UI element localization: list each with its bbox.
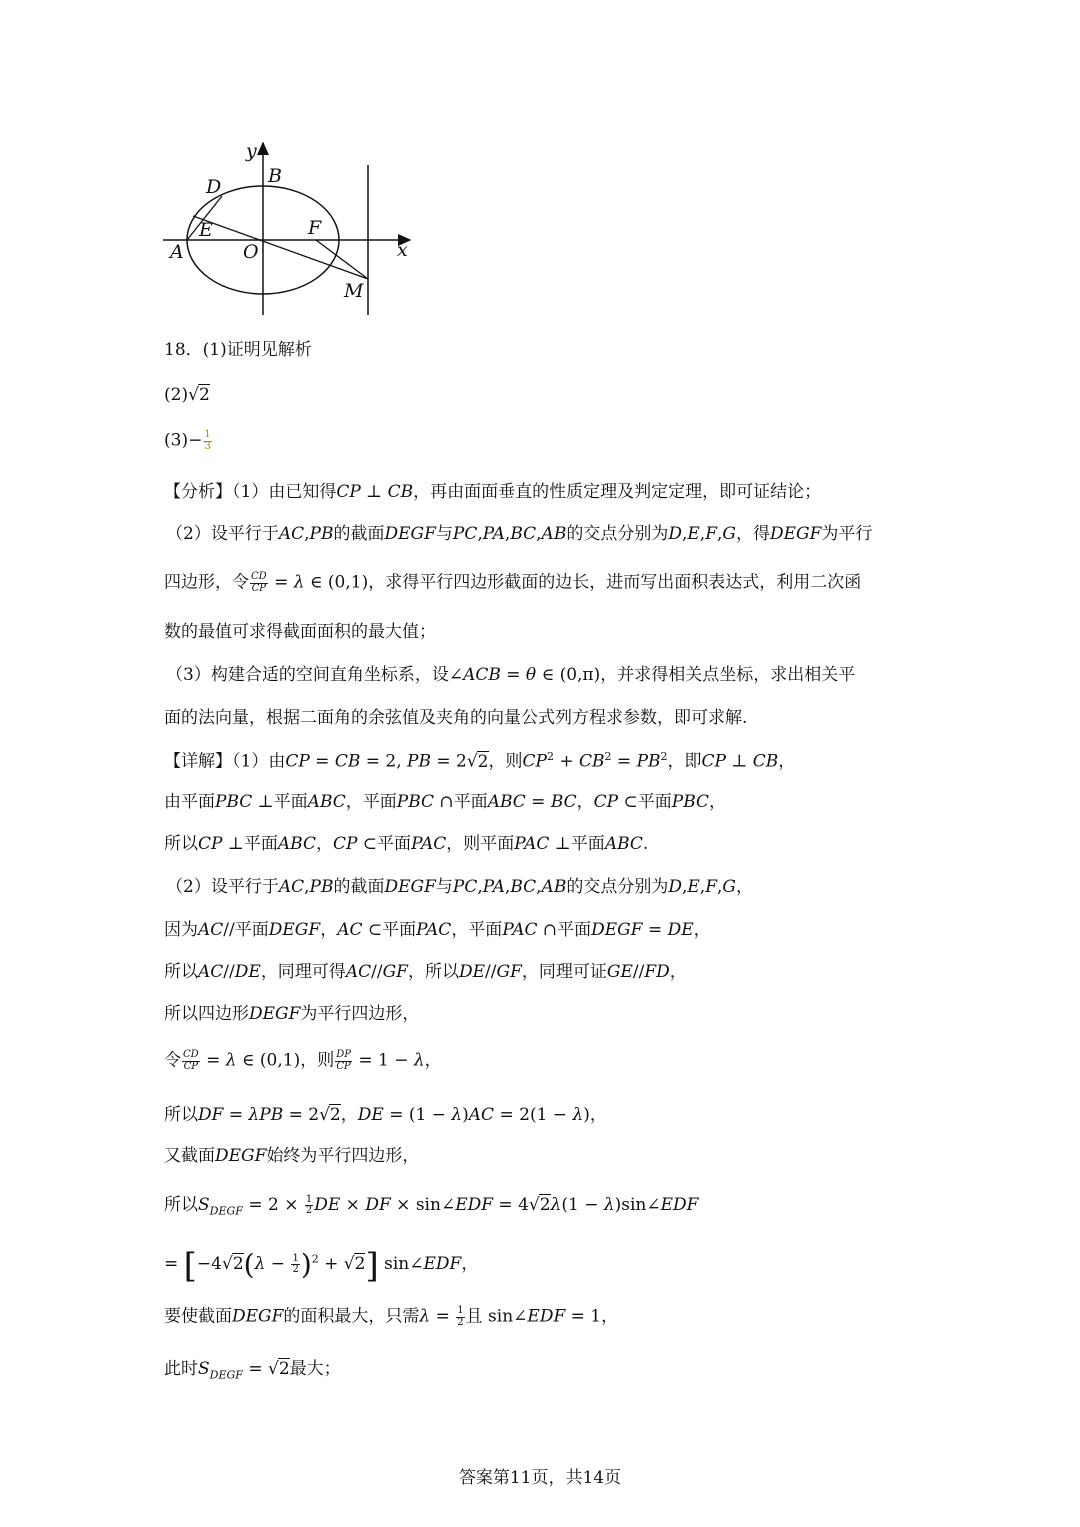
analysis-line-5: （3）构建合适的空间直角坐标系，设∠ACB = θ ∈ (0,π)，并求得相关点坐标，求出相关平 bbox=[166, 665, 856, 685]
analysis-line-6: 面的法向量，根据二面角的余弦值及夹角的向量公式列方程求参数，即可求解. bbox=[164, 708, 748, 728]
detail-line-2: 由平面PBC ⊥平面ABC，平面PBC ∩平面ABC = BC，CP ⊂平面PBC， bbox=[164, 792, 727, 812]
answer-part3: (3)− $\frac{1}{3}$ bbox=[164, 429, 211, 452]
page-footer: 答案第11页，共14页 bbox=[458, 1468, 622, 1488]
detail-line-14: 此时$S_{DEGF} = √2$最大； bbox=[164, 1359, 341, 1382]
detail-line-11: 所以$S_{DEGF} = 2$ × $\frac{1}{2}$ DE × DF × sin∠EDF = 4√2λ(1 − λ)sin∠EDF bbox=[164, 1193, 699, 1218]
label-b: B bbox=[268, 165, 282, 187]
label-d: D bbox=[206, 176, 222, 198]
label-y: y bbox=[246, 140, 257, 162]
label-m: M bbox=[344, 280, 364, 302]
analysis-line-4: 数的最值可求得截面面积的最大值； bbox=[164, 622, 436, 642]
detail-line-4: （2）设平行于AC,PB的截面DEGF与PC,PA,BC,AB的交点分别为D,E,F,G， bbox=[166, 877, 753, 897]
detail-line-13: 要使截面DEGF的面积最大，只需λ = $\frac{1}{2}$ 且 sin∠EDF = 1， bbox=[164, 1305, 619, 1328]
detail-line-9: 所以DF = λPB = 2√2，DE = (1 − λ)AC = 2(1 − λ)， bbox=[164, 1105, 607, 1125]
label-e: E bbox=[199, 219, 213, 241]
analysis-line-2: （2）设平行于AC,PB的截面DEGF与PC,PA,BC,AB的交点分别为D,E,F,G，得DEGF为平行 bbox=[166, 524, 873, 544]
label-a: A bbox=[170, 241, 184, 263]
answer-part2: (2)√2 bbox=[164, 385, 210, 405]
detail-line-7: 所以四边形DEGF为平行四边形， bbox=[164, 1004, 420, 1024]
analysis-line-1: 【分析】（1）由已知得CP ⊥ CB，再由面面垂直的性质定理及判定定理，即可证结论； bbox=[164, 482, 822, 502]
detail-line-12: = [−4√2(λ − $\frac{1}{2}$ )$^2$ + √2] sin∠EDF， bbox=[164, 1246, 479, 1286]
label-o: O bbox=[243, 241, 259, 263]
detail-line-6: 所以AC//DE，同理可得AC//GF，所以DE//GF，同理可证GE//FD， bbox=[164, 962, 687, 982]
detail-line-1: 【详解】（1）由CP = CB = 2, PB = 2√2，则$CP^2 + CB^2 = PB^2$，即CP ⊥ CB， bbox=[164, 750, 796, 772]
detail-line-10: 又截面DEGF始终为平行四边形， bbox=[164, 1146, 420, 1166]
answer-part1: 18．(1)证明见解析 bbox=[164, 340, 312, 360]
segment-d-m bbox=[193, 216, 368, 279]
detail-line-8: 令 $\frac{CD}{CP}$ = λ ∈ (0,1)，则 $\frac{DP}{CP}$ = 1 − λ， bbox=[164, 1049, 442, 1072]
detail-line-5: 因为AC//平面DEGF，AC ⊂平面PAC，平面PAC ∩平面DEGF = DE， bbox=[164, 920, 711, 940]
ellipse-figure bbox=[150, 130, 440, 330]
analysis-line-3: 四边形，令 $\frac{CD}{CP}$ = λ ∈ (0,1)，求得平行四边形截面的边长，进而写出面积表达式，利用二次函 bbox=[164, 571, 862, 594]
detail-line-3: 所以CP ⊥平面ABC，CP ⊂平面PAC，则平面PAC ⊥平面ABC. bbox=[164, 834, 649, 854]
label-x: x bbox=[397, 239, 408, 261]
label-f: F bbox=[308, 217, 322, 239]
